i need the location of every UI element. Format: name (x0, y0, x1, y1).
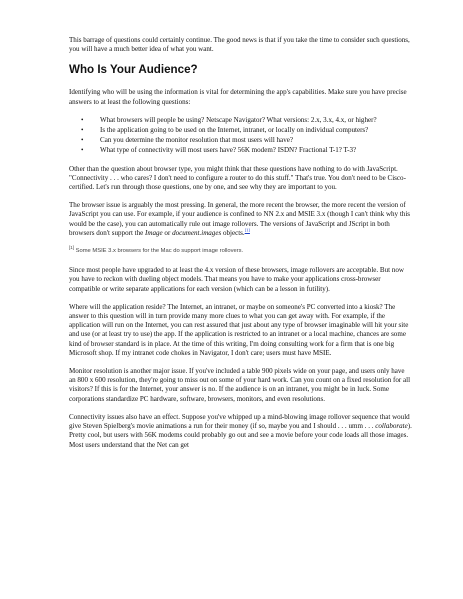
bullet-icon: • (81, 146, 84, 155)
bullet-icon: • (81, 126, 84, 135)
list-item: • Can you determine the monitor resolution that most users will have? (81, 136, 293, 145)
list-item: • What browsers will people be using? Netscape Navigator? What versions: 2.x, 3.x, 4.x, or higher? (81, 115, 377, 124)
audience-paragraph: Identifying who will be using the information is vital for determining the app's capabilities. Make sure you have precise answers to at least the following questions: (69, 88, 407, 106)
bullet-icon: • (81, 136, 84, 145)
list-item: • Is the application going to be used on the Internet, intranet, or locally on individual computers? (81, 126, 369, 135)
object-model-paragraph: Since most people have upgraded to at least the 4.x version of these browsers, image rollovers are acceptable. But now you have to reckon with dueling object models. That means you have to make your applications cross-browser compatible or write separate applications for each version (which can be a lesson in futility). (69, 266, 405, 293)
footnote-link[interactable]: [1] (244, 227, 250, 233)
bullet-icon: • (81, 115, 84, 124)
connectivity-paragraph: Connectivity issues also have an effect. Suppose you've whipped up a mind-blowing image rollover sequence that would give Steven Spielberg's movie animations a run for their money (if so, maybe you and I should . . . umm . . . collaborate). Pretty cool, but users with 56K modems could probably go out and see a movie before your code loads all those images. Most users understand that the Net can get (69, 412, 412, 449)
section-heading: Who Is Your Audience? (69, 63, 198, 77)
footnote-marker: [1] (69, 245, 75, 251)
question-list (69, 116, 412, 156)
footnote: [1] Some MSIE 3.x browsers for the Mac do support image rollovers. (69, 245, 244, 255)
list-item: • What type of connectivity will most users have? 56K modem? ISDN? Fractional T-1? T-3? (81, 146, 357, 155)
intro-paragraph: This barrage of questions could certainly continue. The good news is that if you take the time to consider such questions, you will have a much better idea of what you want. (69, 36, 410, 54)
app-location-paragraph: Where will the application reside? The Internet, an intranet, or maybe on someone's PC converted into a kiosk? The answer to this question will in turn provide many more clues to what you can get away with. For example, if the application will run on the Internet, you can rest assured that just about any type of browser imaginable will hit your site and use (or at least try to use) the app. If the application is restricted to an intranet or a local machine, chances are some kind of browser standard is in place. At the time of this writing, I'm doing consulting work for a firm that is one big Microsoft shop. If my intranet code chokes in Navigator, I don't care; users must have MSIE. (69, 302, 409, 357)
browser-issue-paragraph: The browser issue is arguably the most pressing. In general, the more recent the browser, the more recent the version of JavaScript you can use. For example, if your audience is confined to NN 2.x and MSIE 3.x (though I can't think why this would be the case), you can automatically rule out image rollovers. The versions of JavaScript and JScript in both browsers don't support the Image or document.images objects.[1] (69, 201, 411, 237)
browser-type-paragraph: Other than the question about browser type, you might think that these questions have nothing to do with JavaScript. "Connectivity . . . who cares? I don't need to configure a router to do this stuff." That's true. You don't need to be Cisco-certified. Let's run through those questions, one by one, and see why they are important to you. (69, 164, 406, 192)
monitor-resolution-paragraph: Monitor resolution is another major issue. If you've included a table 900 pixels wide on your page, and users only have an 800 x 600 resolution, they're going to miss out on some of your hard work. Can you count on a fixed resolution for all visitors? If this is for the Internet, your answer is no. If the audience is on an intranet, you might be in luck. Some corporations standardize PC hardware, software, browsers, monitors, and even resolutions. (69, 367, 411, 403)
